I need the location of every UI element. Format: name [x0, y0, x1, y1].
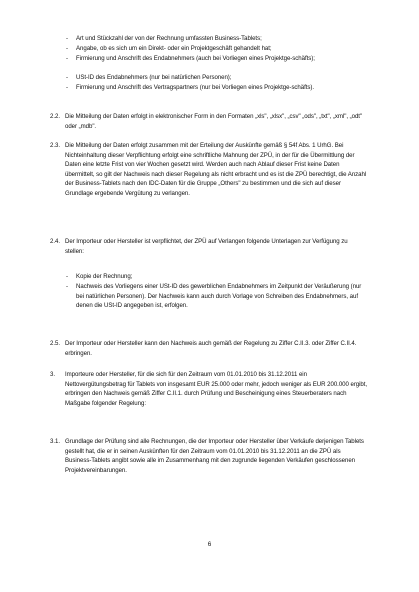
- list-item: [66, 282, 368, 311]
- bullet-dash: -: [66, 84, 68, 91]
- list-item-text: Firmierung und Anschrift des Vertragspartners (nur bei Vorliegen eines Projektge-schäfts).: [76, 84, 315, 91]
- page-number: 6: [207, 541, 212, 548]
- list-item: [66, 34, 366, 44]
- list-item-text: Nachweis des Vorliegens einer USt-ID des gewerblichen Endabnehmers im Zeitpunkt der Veräußerung (nur bei natürlichen Personen). Der Nachweis kann auch durch Vorlage von Schreiben des Endabnehmers, auf denen die USt-ID angegeben ist, erfolgen.: [76, 283, 362, 310]
- bullet-dash: -: [66, 283, 68, 290]
- section-3-1: [50, 437, 368, 475]
- section-number: 2.3.: [50, 142, 60, 149]
- section-number: 2.5.: [50, 340, 60, 347]
- section-2-3: [50, 141, 368, 199]
- section-2-2: [50, 112, 368, 131]
- list-item-text: Firmierung und Anschrift des Endabnehmers (auch bei Vorliegen eines Projektge-schäfts);: [76, 55, 315, 62]
- list-item-text: Art und Stückzahl der von der Rechnung umfassten Business-Tablets;: [76, 35, 262, 42]
- list-item: [66, 83, 366, 93]
- section-text: Die Mitteilung der Daten erfolgt zusammen mit der Erteilung der Auskünfte gemäß § 54f Abs. 1 UrhG. Bei Nichteinhaltung dieser Verpflichtung erfolgt eine schriftliche Mahnung der ZPÜ, in der für die Übermittlung der Daten eine letzte Frist von vier Wochen gesetzt wird. Werden auch nach Ablauf dieser Frist keine Daten übermittelt, so gilt der Nachweis nach dieser Regelung als nicht erbracht und es ist die ZPÜ berechtigt, die Anzahl der Business-Tablets nach den IDC-Daten für die Gruppe „Others" zu bestimmen und die sich auf dieser Grundlage ergebende Vergütung zu verlangen.: [65, 142, 367, 197]
- section-text: Der Importeur oder Hersteller kann den Nachweis auch gemäß der Regelung zu Ziffer C.II.3. oder Ziffer C.II.4. erbringen.: [65, 340, 357, 357]
- bullet-dash: -: [66, 55, 68, 62]
- section-text: Die Mitteilung der Daten erfolgt in elektronischer Form in den Formaten „xls", „xlsx", „csv" „ods", „txt", „xml", „odt" oder „mdb".: [65, 113, 363, 130]
- section-number: 2.2.: [50, 113, 60, 120]
- bullet-dash: -: [66, 45, 68, 52]
- section-number: 2.4.: [50, 238, 60, 245]
- list-item: [66, 73, 366, 83]
- list-item: [66, 54, 366, 64]
- list-item: [66, 44, 366, 54]
- bullet-dash: -: [66, 35, 68, 42]
- bullet-dash: -: [66, 74, 68, 81]
- section-text: Importeure oder Hersteller, für die sich für den Zeitraum vom 01.01.2010 bis 31.12.2011 ein Nettovergütungsbetrag für Tablets von insgesamt EUR 25.000 oder mehr, jedoch weniger als EUR 200.000 ergibt, erbringen den Nachweis gemäß Ziffer C.II.1. durch Prüfung und Bescheinigung eines Steuerberaters nach Maßgabe folgender Regelung:: [65, 371, 368, 407]
- bullet-dash: -: [66, 273, 68, 280]
- section-text: Der Importeur oder Hersteller ist verpflichtet, der ZPÜ auf Verlangen folgende Unterlagen zur Verfügung zu stellen:: [65, 238, 348, 255]
- section-number: 3.: [50, 371, 55, 378]
- section-number: 3.1.: [50, 438, 60, 445]
- section-2-4: [50, 237, 368, 256]
- list-item-text: Kopie der Rechnung;: [76, 273, 133, 280]
- list-item-text: Angabe, ob es sich um ein Direkt- oder ein Projektgeschäft gehandelt hat;: [76, 45, 272, 52]
- list-item: [66, 272, 368, 282]
- section-2-5: [50, 339, 368, 358]
- section-text: Grundlage der Prüfung sind alle Rechnungen, die der Importeur oder Hersteller über Verkäufe derjenigen Tablets gestellt hat, die er in seinen Auskünften für den Zeitraum vom 01.01.2010 bis 31.12.2011 an die ZPÜ als Business-Tablets angibt sowie alle im Zusammenhang mit den zugrunde liegenden Verkäufen geschlossenen Projektvereinbarungen.: [65, 438, 364, 474]
- list-item-text: USt-ID des Endabnehmers (nur bei natürlichen Personen);: [76, 74, 232, 81]
- section-3: [50, 370, 368, 408]
